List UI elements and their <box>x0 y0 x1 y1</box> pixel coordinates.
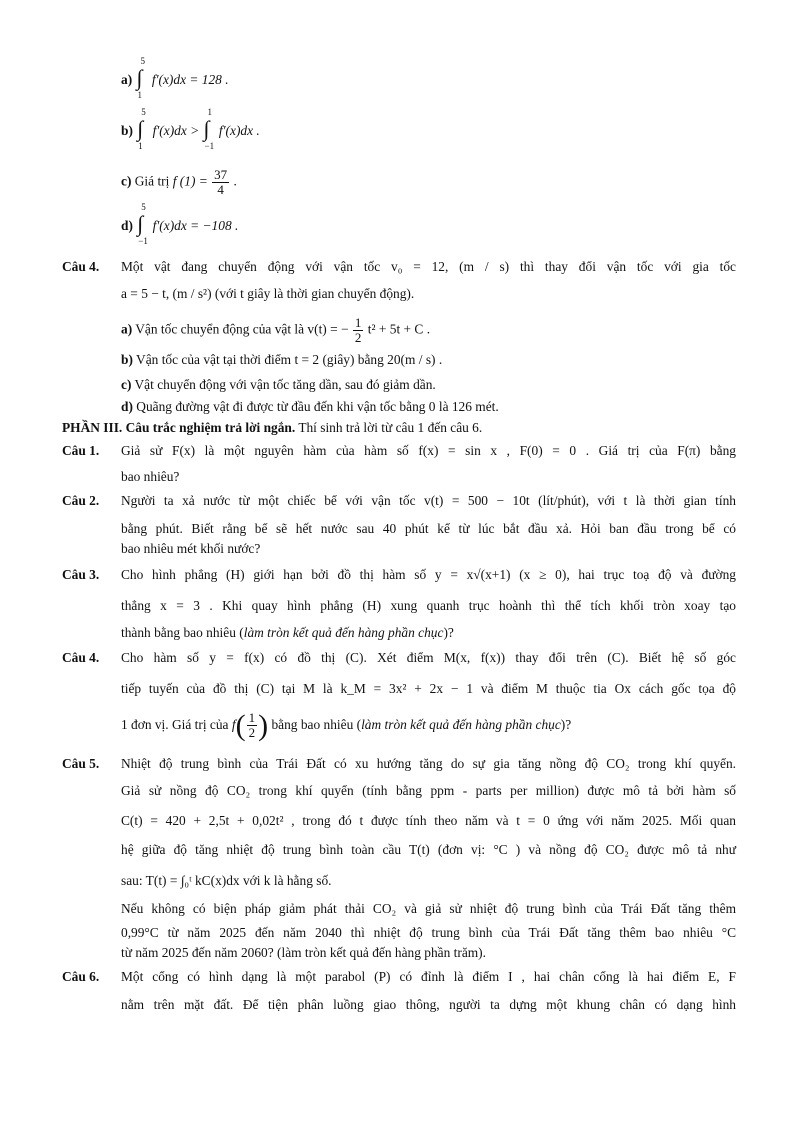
statement-b: b) Vận tốc của vật tại thời điểm t = 2 (giây) bằng 20(m / s) . <box>121 352 443 367</box>
section-heading: PHẦN III. Câu trắc nghiệm trả lời ngắn. Thí sinh trả lời từ câu 1 đến câu 6. <box>62 420 483 435</box>
option-a: a) ∫ 5 1 f′(x)dx = 128 . <box>121 56 229 101</box>
statement-a: a) Vận tốc chuyển động của vật là v(t) = − $\frac{1}{2}$ t² + 5t + C . <box>121 315 431 345</box>
option-c: c) Giá trị f (1) = $\frac{37}{4}$ . <box>121 167 237 197</box>
question-text: bằng phút. Biết rằng bể sẽ hết nước sau 40 phút kể từ lúc bắt đầu xả. Hỏi ban đầu trong bể có <box>121 521 736 536</box>
question-text: hệ giữa độ tăng nhiệt độ trung bình toàn cầu T(t) (đơn vị: °C ) và nồng độ CO₂ được mô tả như <box>121 842 736 857</box>
integral-sign: ∫ 5 1 <box>136 56 146 101</box>
integral-sign: ∫ 5 1 <box>137 107 146 152</box>
question-text: nằm trên mặt đất. Để tiện phân luồng giao thông, người ta dựng một khung chân có dạng hình <box>121 997 736 1012</box>
question-text: Người ta xả nước từ một chiếc bể với vận tốc v(t) = 500 − 10t (lít/phút), với t là thời gian tính <box>121 493 736 508</box>
question-text: sau: T(t) = ∫₀ᵗ kC(x)dx với k là hằng số. <box>121 873 332 888</box>
integral-sign: ∫ 1 −1 <box>203 107 215 152</box>
question-text: Cho hàm số y = f(x) có đồ thị (C). Xét điểm M(x, f(x)) thay đổi trên (C). Biết hệ số góc <box>121 650 736 665</box>
question-label: Câu 2. <box>62 493 100 508</box>
question-text: từ năm 2025 đến năm 2060? (làm tròn kết quả đến hàng phần trăm). <box>121 945 486 960</box>
statement-d: d) Quãng đường vật đi được từ đầu đến khi vận tốc bằng 0 là 126 mét. <box>121 399 499 414</box>
question-text: Một cổng có hình dạng là một parabol (P) có đỉnh là điểm I , hai chân cổng là hai điểm E, F <box>121 969 736 984</box>
integral-sign: ∫ 5 −1 <box>137 202 148 247</box>
question-label: Câu 3. <box>62 567 100 582</box>
question-text: thành bằng bao nhiêu (làm tròn kết quả đến hàng phần chục)? <box>121 625 454 640</box>
question-label: Câu 5. <box>62 756 100 771</box>
question-text: Giả sử nồng độ CO₂ trong khí quyển (tính bằng ppm - parts per million) được mô tả bởi hàm số <box>121 783 736 798</box>
question-label: Câu 6. <box>62 969 100 984</box>
fraction: $\frac{1}{2}$ <box>354 315 362 345</box>
question-label: Câu 4. <box>62 650 100 665</box>
option-b: b) ∫ 5 1 f′(x)dx > ∫ 1 −1 f′(x)dx . <box>121 107 260 152</box>
question-text: Nhiệt độ trung bình của Trái Đất có xu hướng tăng do sự gia tăng nồng độ CO₂ trong khí quyển. <box>121 756 736 771</box>
option-d: d) ∫ 5 −1 f′(x)dx = −108 . <box>121 202 239 247</box>
question-text: bao nhiêu? <box>121 469 180 484</box>
question-text: bao nhiêu mét khối nước? <box>121 541 261 556</box>
question-text: thẳng x = 3 . Khi quay hình phẳng (H) xung quanh trục hoành thì thể tích khối tròn xoay tạo <box>121 598 736 613</box>
question-text: C(t) = 420 + 2,5t + 0,02t² , trong đó t được tính theo năm và t = 0 ứng với năm 2025. Mối quan <box>121 813 736 828</box>
question-text: Một vật đang chuyển động với vận tốc v₀ = 12, (m / s) thì thay đổi vận tốc với gia tốc <box>121 259 736 274</box>
statement-c: c) Vật chuyển động với vận tốc tăng dần, sau đó giảm dần. <box>121 377 436 392</box>
fraction: $\frac{1}{2}$ <box>248 710 256 741</box>
question-text: Cho hình phẳng (H) giới hạn bởi đồ thị hàm số y = x√(x+1) (x ≥ 0), hai trục toạ độ và đường <box>121 567 736 582</box>
question-text: 0,99°C từ năm 2025 đến năm 2040 thì nhiệt độ trung bình của Trái Đất tăng thêm bao nhiêu °C <box>121 925 736 940</box>
question-text: a = 5 − t, (m / s²) (với t giây là thời gian chuyển động). <box>121 286 415 301</box>
question-text: 1 đơn vị. Giá trị của f( $\frac{1}{2}$ ) bằng bao nhiêu (làm tròn kết quả đến hàng phần chục)? <box>121 708 572 742</box>
question-label: Câu 1. <box>62 443 100 458</box>
question-label: Câu 4. <box>62 259 100 274</box>
question-text: Giả sử F(x) là một nguyên hàm của hàm số f(x) = sin x , F(0) = 0 . Giá trị của F(π) bằng <box>121 443 736 458</box>
question-text: tiếp tuyến của đồ thị (C) tại M là k_M = 3x² + 2x − 1 và điểm M thuộc tia Ox cách gốc tọa độ <box>121 681 736 696</box>
question-text: Nếu không có biện pháp giảm phát thải CO₂ và giả sử nhiệt độ trung bình của Trái Đất tăng thêm <box>121 901 736 916</box>
fraction: $\frac{37}{4}$ <box>214 167 228 197</box>
